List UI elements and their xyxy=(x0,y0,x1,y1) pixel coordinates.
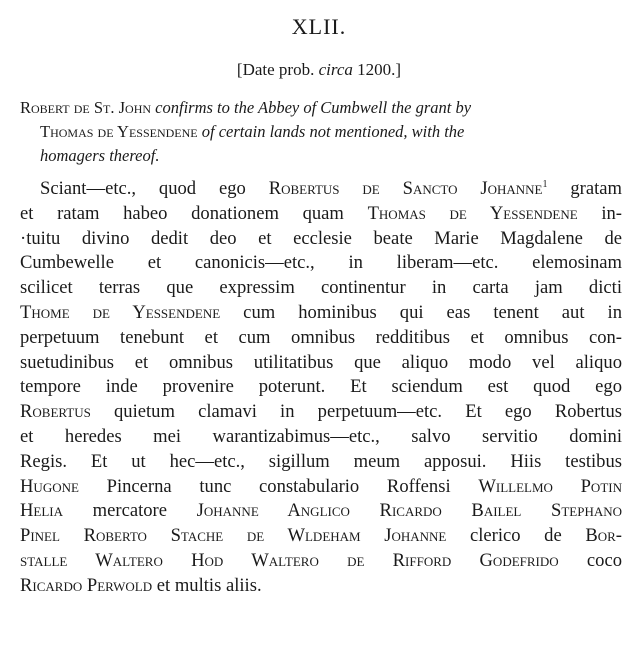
summary-text-2: of certain lands not mentioned, with the xyxy=(197,122,465,141)
name-thome: Thome de Yessendene xyxy=(20,301,221,323)
place-borstalle: Bor- xyxy=(585,525,622,547)
charter-line-9: tempore inde provenire poterunt. Et sciendum est quod ego xyxy=(20,376,622,398)
summary-line-3 xyxy=(20,144,622,168)
date-circa: circa xyxy=(318,60,353,79)
charter-line-16: stalle Waltero Hod Waltero de Rifford Godefrido coco xyxy=(20,549,623,571)
name-thomas: Thomas de Yessendene xyxy=(367,202,578,224)
date-prefix: [Date prob. xyxy=(236,60,319,79)
witness-pinel-roberto-johanne: Pinel Roberto Stache de Wldeham Johanne xyxy=(20,525,447,547)
charter-line-10: Robertus quietum clamavi in perpetuum—etc. Et ego Robertus xyxy=(20,401,622,423)
witness-willelmo: Willelmo Potin xyxy=(478,475,622,497)
charter-number-heading: XLII. xyxy=(291,14,347,39)
date-note xyxy=(0,60,638,80)
footnote-marker: 1 xyxy=(542,179,548,190)
charter-line-7: perpetuum tenebunt et cum omnibus redditibus et omnibus con- xyxy=(20,326,622,348)
charter-line-4: Cumbewelle et canonicis—etc., in liberam—etc. elemosinam xyxy=(20,252,622,274)
witness-hugone: Hugone xyxy=(20,475,79,497)
witness-johanne-ricardo-stephano: Johanne Anglico Ricardo Bailel Stephano xyxy=(196,500,623,522)
summary-donor: Thomas de Yessendene xyxy=(40,122,198,141)
summary-line-2 xyxy=(20,120,622,144)
charter-line-3: ·tuitu divino dedit deo et ecclesie beate Marie Magdalene de xyxy=(20,227,622,249)
name-robertus: Robertus de Sancto Johanne xyxy=(268,178,543,199)
charter-line-14: Helia mercatore Johanne Anglico Ricardo Bailel Stephano xyxy=(20,500,623,522)
summary-grantor: Robert de St. John xyxy=(20,98,152,117)
witness-waltero-godefrido: stalle Waltero Hod Waltero de Rifford Godefrido xyxy=(20,549,559,571)
charter-summary xyxy=(20,96,622,168)
name-robertus-2: Robertus xyxy=(20,401,91,423)
charter-line-1: Sciant—etc., quod ego Robertus de Sancto Johanne$^1$ gratam xyxy=(40,178,622,199)
charter-line-6: Thome de Yessendene cum hominibus qui eas tenent aut in xyxy=(20,301,622,323)
witness-ricardo-perwold: Ricardo Perwold xyxy=(20,574,153,596)
summary-text-1: confirms to the Abbey of Cumbwell the grant by xyxy=(151,98,472,117)
charter-line-15: Pinel Roberto Stache de Wldeham Johanne clerico de Bor- xyxy=(20,525,622,547)
charter-line-17: Ricardo Perwold et multis aliis. xyxy=(20,574,262,596)
charter-text xyxy=(20,177,622,599)
charter-line-11: et heredes mei warantizabimus—etc., salvo servitio domini xyxy=(20,425,622,447)
witness-helia: Helia xyxy=(20,500,64,522)
date-suffix: 1200.] xyxy=(352,60,402,79)
charter-line-12: Regis. Et ut hec—etc., sigillum meum apposui. Hiis testibus xyxy=(20,450,622,472)
charter-line-2: et ratam habeo donationem quam Thomas de Yessendene in- xyxy=(20,202,622,224)
charter-line-8: suetudinibus et omnibus utilitatibus que aliquo modo vel aliquo xyxy=(20,351,622,373)
charter-line-13: Hugone Pincerna tunc constabulario Roffensi Willelmo Potin xyxy=(20,475,622,497)
charter-line-5: scilicet terras que expressim continentur in carta jam dicti xyxy=(20,277,622,299)
summary-text-3: homagers thereof. xyxy=(40,146,160,165)
